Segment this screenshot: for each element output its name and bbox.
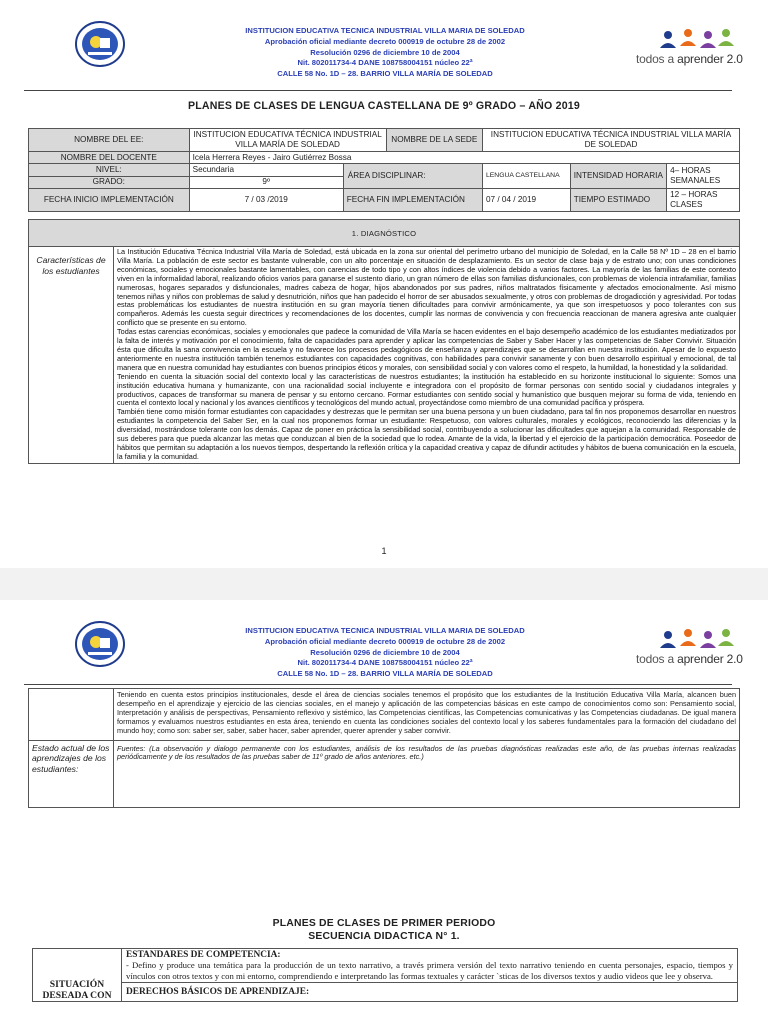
diagnostico-heading: 1. DIAGNÓSTICO [29, 220, 740, 247]
sede-label: NOMBRE DE LA SEDE [386, 129, 482, 152]
inicio-value: 7 / 03 /2019 [189, 189, 343, 212]
intro-text: Teniendo en cuenta estos principios institucionales, desde el área de ciencias sociales tenemos el propósito que los estudiantes de la Institución Educativa Villa María, alcancen buen desempeño en el aprendizaje y ejercicio de las ciencias sociales, en el manejo y aplicación de las competencias básicas en este campo de conocimientos como son: Pensamiento social, Interpretación y análisis de perspectivas, Pensamiento reflexivo y sistémico, las Competencias científicas, las Competencias comunicativas y las Competencias ciudadanas. De igual manera formamos y evaluamos nuestros estudiantes en esta área, teniendo en cuenta las condiciones sociales del contexto local y los saberes fundamentales para la formación del ciudadano del mundo hoy; como son: saber ser, saber, saber hacer, saber aprender, querer aprender y saber convivir. [114, 689, 740, 741]
brand-figures-icon [658, 628, 738, 650]
institution-name: INSTITUCION EDUCATIVA TECNICA INDUSTRIAL VILLA MARIA DE SOLEDAD [245, 626, 525, 635]
school-seal-logo [74, 20, 126, 68]
address: CALLE 58 No. 1D – 28. BARRIO VILLA MARÍA DE SOLEDAD [277, 669, 493, 679]
ee-value: INSTITUCION EDUCATIVA TÉCNICA INDUSTRIAL VILLA MARÍA DE SOLEDAD [189, 129, 386, 152]
nivel-label: NIVEL: [29, 164, 190, 176]
institution-header-text [160, 626, 610, 680]
document-page-2 [0, 600, 768, 1024]
institution-header-text [160, 26, 610, 80]
header-divider [24, 90, 732, 91]
situacion-label: SITUACIÓN DESEADA CON [33, 949, 122, 1002]
secuencia-table [32, 948, 738, 1002]
grado-label: GRADO: [29, 176, 190, 188]
empty-cell [29, 689, 114, 741]
resolution: Resolución 0296 de diciembre 10 de 2004 [310, 647, 460, 657]
fuentes-text: Fuentes: (La observación y dialogo permanente con los estudiantes, análisis de los resultados de las pruebas diagnósticas realizadas este año, de las pruebas internas realizadas periódicamente y de los resultados de las pruebas saber de 11º grado de años anteriores. etc.) [114, 740, 740, 807]
dba-cell [122, 983, 738, 1002]
nivel-value: Secundaria [189, 164, 343, 176]
dba-heading: DERECHOS BÁSICOS DE APRENDIZAJE: [126, 987, 310, 998]
address: CALLE 58 No. 1D – 28. BARRIO VILLA MARÍA DE SOLEDAD [277, 69, 493, 79]
estado-label: Estado actual de los aprendizajes de los estudiantes: [29, 740, 114, 807]
estado-table [28, 688, 740, 808]
tiempo-label: TIEMPO ESTIMADO [570, 189, 666, 212]
todos-a-aprender-logo [636, 628, 756, 670]
nit-dane: Nit. 802011734-4 DANE 108758004151 núcleo 22ª [297, 658, 473, 668]
diagnostico-table [28, 219, 740, 464]
paragraph: Todas estas carencias económicas, sociales y emocionales que padece la comunidad de Villa María se hacen evidentes en el bajo desempeño académico de los estudiantes mediatizados por la falta de interés y motivación por el conocimiento, falta de capacidades para aprender y aplicar las competencias de Saber y Saber Hacer y las competencias de Saber Convivir. Situación ésta que dificulta la sana convivencia en la escuela y no favorece los procesos pedagógicos de enseñanza y aprendizajes que se desarrollan en nuestra institución. Apesar de lo expuesto anteriormente en nuestra institución también tenemos estudiantes con capacidades cognitivas, con habilidades para convivir sanamente y con buen desarrollo espiritual y emocional, de tal manera que en nuestra comunidad hay estudiantes con buenos principios éticos y morales, con sensibilidad social y con valores como el respeto, la humildad, la honestidad y la solidaridad. [117, 327, 736, 372]
document-title: PLANES DE CLASES DE LENGUA CASTELLANA DE 9º GRADO – AÑO 2019 [187, 100, 580, 112]
grado-value: 9º [189, 176, 343, 188]
paragraph: También tiene como misión formar estudiantes con capacidades y destrezas que le permitan ser una buena persona y un buen ciudadano, para tal fin nos proponemos desarrollar en nuestros estudiantes la competencia del Saber Ser, en la cual nos proponemos formar un estudiante: Respetuoso, con valores culturales, morales y ecológicos, reconociendo las diferencias y la diversidad, mostrándose tolerante con los demás. Capaz de poner en práctica la sensibilidad social, contribuyendo a solucionar las dificultades que aquejan a la comunidad. Responsable de sus deberes para que pueda alcanzar las metas que conduzcan al bien de la sociedad que lo rodea. Amante de la vida, la libertad y el ejercicio de la participación democrática. Poseedor de hábitos que permitan su adaptación a los nuevos tiempos, despertando la reflexión crítica y la capacidad creativa y capaz de difundir actitudes y hábitos de buena comunicación en la escuela, la familia y la comunidad. [117, 407, 736, 461]
resolution: Resolución 0296 de diciembre 10 de 2004 [310, 47, 460, 57]
brand-text: todos a aprender 2.0 [636, 52, 743, 66]
header-divider [24, 684, 732, 685]
intensidad-value: 4– HORAS SEMANALES [667, 164, 740, 189]
estandares-cell [122, 949, 738, 983]
nit-dane: Nit. 802011734-4 DANE 108758004151 núcleo 22ª [297, 58, 473, 68]
estandares-heading: ESTANDARES DE COMPETENCIA: [126, 950, 281, 960]
plan-title: PLANES DE CLASES DE PRIMER PERIODO [272, 918, 496, 929]
page-header [0, 0, 768, 92]
secuencia-title: SECUENCIA DIDACTICA N° 1. [308, 931, 460, 942]
approval-decree: Aprobación oficial mediante decreto 000919 de octubre 28 de 2002 [264, 636, 506, 646]
docente-value: Icela Herrera Reyes - Jairo Gutiérrez Bossa [189, 152, 739, 164]
docente-label: NOMBRE DEL DOCENTE [29, 152, 190, 164]
caracteristicas-label: Características de los estudiantes [29, 247, 114, 464]
paragraph: Teniendo en cuenta la situación social del contexto local y las características de nuestros estudiantes; la institución ha establecido en su horizonte institucional lo siguiente: Somos una institución educativa humana y humanizante, con una racionalidad social incluyente e integradora con el propósito de formar personas con sentido social y ciudadanos integrales y productivos, capaces de transformar su manera de pensar y su entorno cercano. Formar estudiantes con sentido social y humanístico que busquen mejorar su forma de vida, teniendo en cuenta el contexto local y nacional y los avances científicos y tecnológicos del mundo actual, proyectándose como miembro de una comunidad pacífica y próspera. [117, 371, 736, 408]
area-label: ÁREA DISCIPLINAR: [343, 164, 482, 189]
fin-value: 07 / 04 / 2019 [482, 189, 570, 212]
brand-figures-icon [658, 28, 738, 50]
approval-decree: Aprobación oficial mediante decreto 000919 de octubre 28 de 2002 [264, 36, 506, 46]
tiempo-value: 12 – HORAS CLASES [667, 189, 740, 212]
ee-label: NOMBRE DEL EE: [29, 129, 190, 152]
todos-a-aprender-logo [636, 28, 756, 70]
paragraph: La Institución Educativa Técnica Industrial Villa María de Soledad, está ubicada en la zona sur oriental del perímetro urbano del municipio de Soledad, en la Calle 58 Nº 1D – 28 en el barrio Villa María. La población de este sector es bastante vulnerable, con un alto porcentaje en situación de desplazamiento. Es un sector de clase baja y de estrato uno; con unas condiciones económicas, sociales y emocionales bastante lamentables, con carencias de todo tipo y con altos índices de violencia debido a varios factores. La mayoría de las familias de este contexto viven en la informalidad laboral, realizando oficios varios para ganarse el sustento diario, un gran número de ellas son familias disfuncionales, con problemas de violencia intrafamiliar, familias numerosas, hogares separados y disfuncionales, madres cabeza de hogar, hijos abandonados por sus padres, niños maltratados físicamente y afectados emocionalmente. Así mismo tenemos niñas y niños con problemas de salud y desnutrición, niños que han padecido el horror de ser abusados sexualmente, y otros con problemas de drogadicción y agresividad. Por todas estas problemáticas los estudiantes de nuestra institución en su gran mayoría tienen dificultades para convivir armónicamente, ya que son irrespetuosos y poco tolerantes con sus compañeros. Además les cuesta seguir directrices y recomendaciones de los docentes, cumplir las normas de convivencia y con frecuencia reaccionan de manera agresiva ante cualquier conflicto que se presente en su entorno. [117, 247, 736, 328]
page-number: 1 [381, 546, 387, 556]
brand-text: todos a aprender 2.0 [636, 652, 743, 666]
fin-label: FECHA FIN IMPLEMENTACIÓN [343, 189, 482, 212]
sede-value: INSTITUCION EDUCATIVA TÉCNICA INDUSTRIAL VILLA MARÍA DE SOLEDAD [482, 129, 739, 152]
inicio-label: FECHA INICIO IMPLEMENTACIÓN [29, 189, 190, 212]
institution-name: INSTITUCION EDUCATIVA TECNICA INDUSTRIAL VILLA MARIA DE SOLEDAD [245, 26, 525, 35]
school-seal-logo [74, 620, 126, 668]
estandares-text: - Defino y produce una temática para la producción de un texto narrativo, a través primera versión del texto narrativo teniendo en cuenta personajes, espacio, tiempos y vínculos con otros textos y con mi entorno, comprendiendo e interpretando las formas textuales y carácter `sticas de los diversos textos y audio videos que lee y observa. [126, 960, 733, 981]
info-table [28, 128, 740, 212]
page-header [0, 600, 768, 692]
area-value: LENGUA CASTELLANA [482, 164, 570, 189]
intensidad-label: INTENSIDAD HORARIA [570, 164, 666, 189]
diagnostico-body [114, 247, 740, 464]
